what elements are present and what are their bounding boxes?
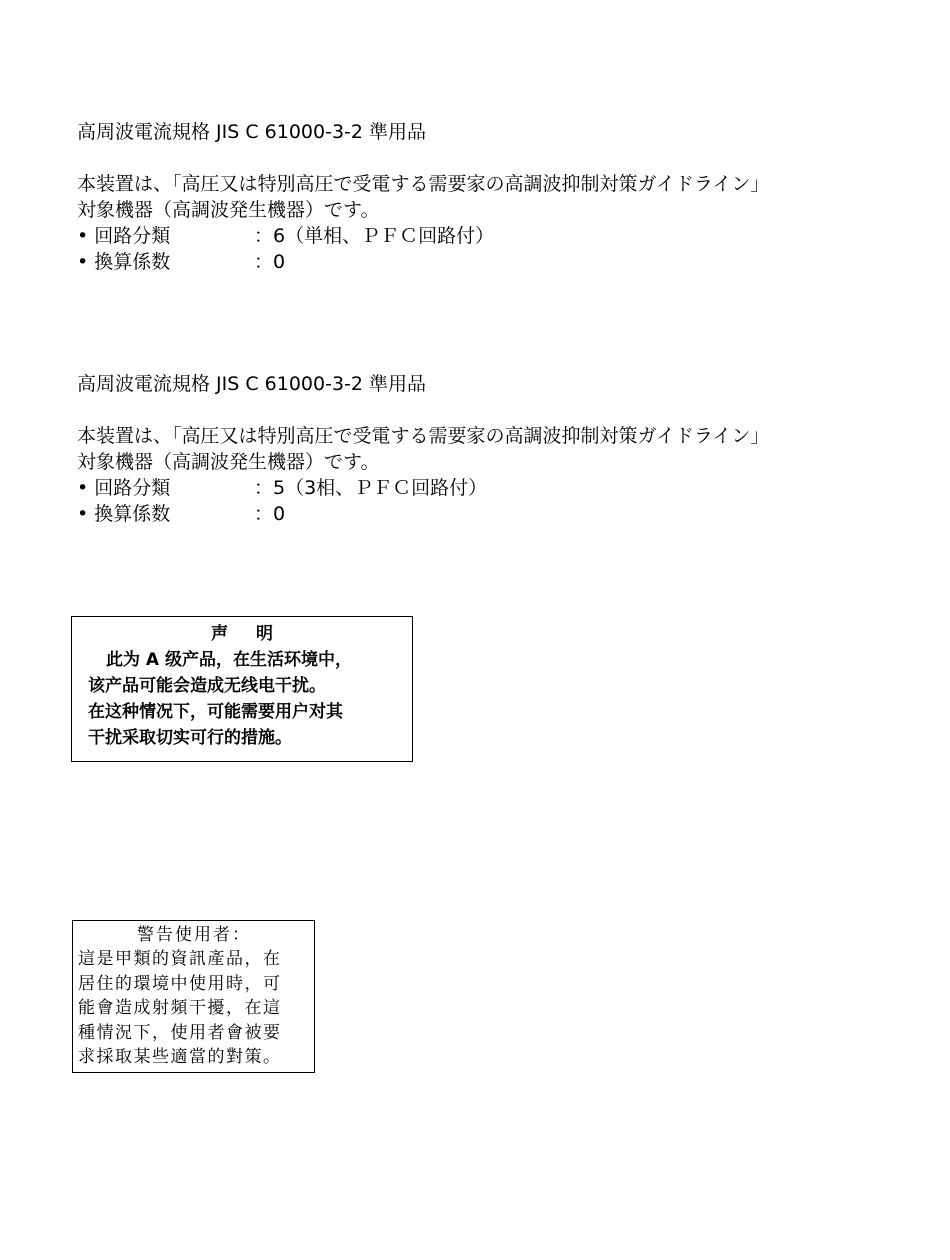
item-value: ：5（3相、ＰＦＣ回路付） xyxy=(254,477,488,499)
conversion-factor-row xyxy=(77,249,927,275)
statement-line: 该产品可能会造成无线电干扰。 xyxy=(88,676,326,696)
item-value: ：0 xyxy=(254,503,286,525)
jis-heading: 高周波電流規格 JIS C 61000-3-2 準用品 xyxy=(77,121,427,143)
item-label: • 換算係数 xyxy=(77,503,171,525)
circuit-class-row xyxy=(77,223,927,249)
statement-title: 声明 xyxy=(211,624,301,644)
warning-title: 警告使用者： xyxy=(137,925,251,945)
spacer xyxy=(77,397,927,423)
warning-line: 種情況下，使用者會被要 xyxy=(78,1022,282,1043)
taiwan-warning-box xyxy=(72,920,315,1073)
jis-heading: 高周波電流規格 JIS C 61000-3-2 準用品 xyxy=(77,373,427,395)
item-label: • 回路分類 xyxy=(77,225,171,247)
statement-line: 此为 A 级产品，在生活环境中， xyxy=(106,650,352,670)
warning-line: 居住的環境中使用時，可 xyxy=(78,973,282,994)
conversion-factor-row xyxy=(77,501,927,527)
spacer xyxy=(77,145,927,171)
jis-statement-line: 対象機器（高調波発生機器）です。 xyxy=(77,451,380,473)
statement-body xyxy=(78,647,406,751)
jis-harmonic-notice-three-phase xyxy=(77,371,927,527)
jis-statement-line: 対象機器（高調波発生機器）です。 xyxy=(77,199,380,221)
circuit-class-row xyxy=(77,475,927,501)
warning-body xyxy=(78,947,310,1070)
warning-line: 能會造成射頻干擾，在這 xyxy=(78,998,282,1018)
jis-statement-line: 本装置は、「高圧又は特別高圧で受電する需要家の高調波抑制対策ガイドライン」 xyxy=(77,173,770,195)
item-label: • 換算係数 xyxy=(77,251,171,273)
item-value: ：0 xyxy=(254,251,286,273)
jis-harmonic-notice-single-phase xyxy=(77,119,927,275)
item-value: ：6（単相、ＰＦＣ回路付） xyxy=(254,225,495,247)
china-class-a-statement-box xyxy=(71,616,413,762)
item-label: • 回路分類 xyxy=(77,477,171,499)
warning-line: 這是甲類的資訊產品，在 xyxy=(78,949,282,969)
jis-statement-line: 本装置は、「高圧又は特別高圧で受電する需要家の高調波抑制対策ガイドライン」 xyxy=(77,425,770,447)
statement-line: 干扰采取切实可行的措施。 xyxy=(88,728,292,748)
statement-line: 在这种情况下，可能需要用户对其 xyxy=(88,702,343,722)
warning-line: 求採取某些適當的對策。 xyxy=(78,1047,282,1067)
